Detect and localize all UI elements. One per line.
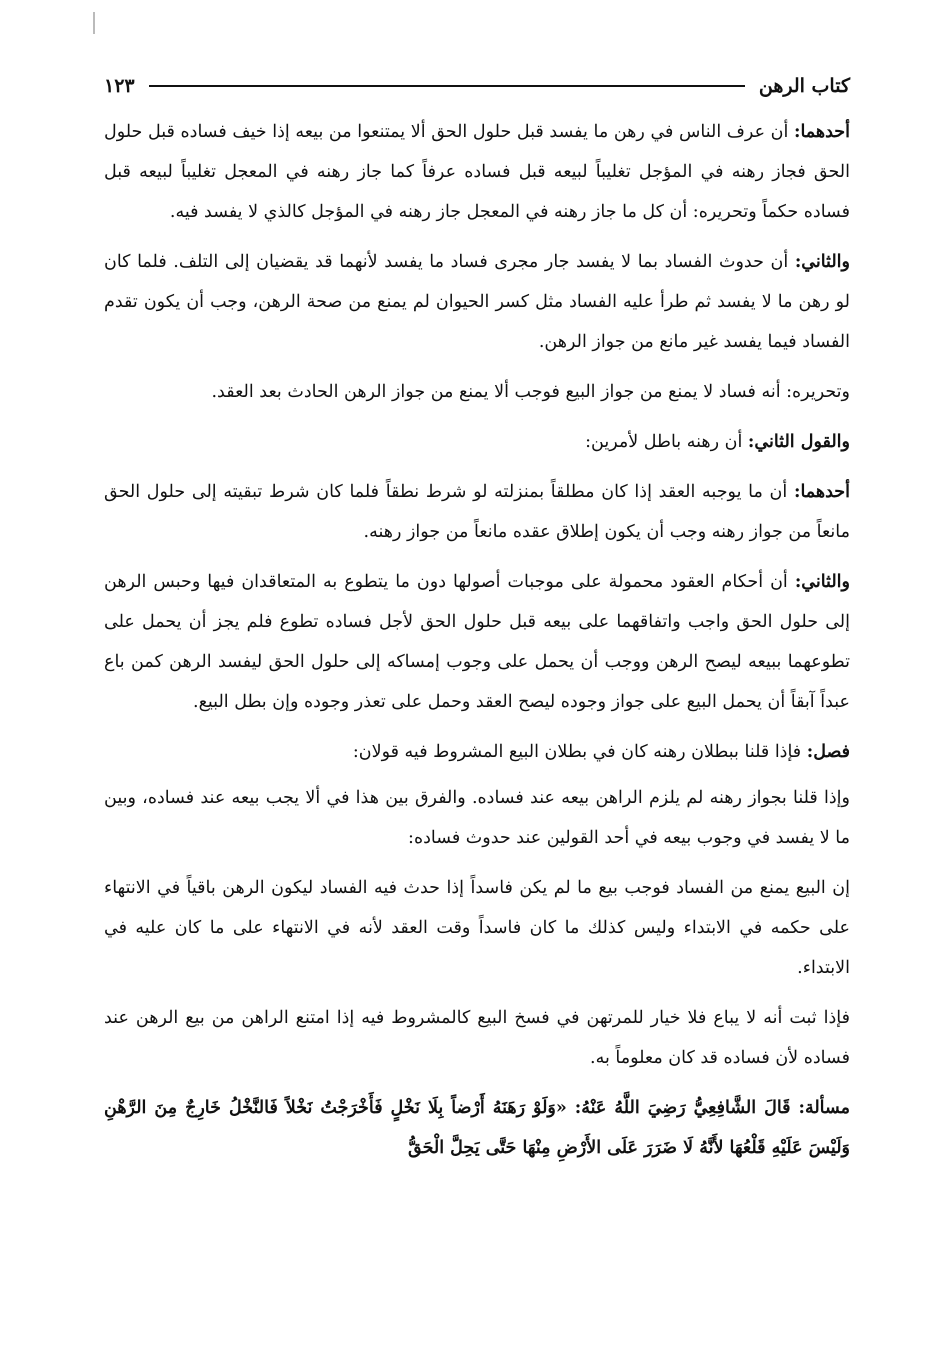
body-text [104,112,850,1178]
paragraph-lead: فصل: [806,742,850,762]
chapter-title: كتاب الرهن [758,75,850,97]
paragraph-text: وتحريره: أنه فساد لا يمنع من جواز البيع فوجب ألا يمنع من جواز الرهن الحادث بعد العقد. [211,382,850,402]
paragraph-lead: مسألة: قَالَ الشَّافِعِيُّ [693,1098,850,1118]
quoted-text: رَضِيَ اللَّهُ عَنْهُ: «وَلَوْ رَهَنَهُ أَرْضاً بِلَا نَخْلٍ فَأَخْرَجْتُ نَخْلاً فَالنَّخْلُ خَارِجٌ مِنَ الرَّهْنِ وَلَيْسَ عَلَيْهِ قَلْعُهَا لأَنَّهُ لَا ضَرَرَ عَلَى الأَرْضِ مِنْهَا حَتَّى يَحِلَّ الْحَقُّ [104,1098,850,1158]
paragraph-text: فإذا ثبت أنه لا يباع فلا خيار للمرتهن في فسخ البيع كالمشروط فيه إذا امتنع الراهن من بيع الرهن عند فساده لأن فساده قد كان معلوماً به. [104,1008,850,1068]
scan-mark [93,12,95,34]
paragraph [104,422,850,462]
paragraph-lead: والثاني: [794,252,850,272]
paragraph-text: إن البيع يمنع من الفساد فوجب بيع ما لم يكن فاسداً إذا حدث فيه الفساد ليكون الرهن باقياً في الانتهاء على حكمه في الابتداء وليس كذلك ما كان فاسداً وقت العقد لأنه في الانتهاء على ما كان عليه في الابتداء. [104,878,850,978]
header-rule [149,85,745,87]
paragraph [104,1088,850,1168]
page-number: ١٢٣ [104,75,135,97]
paragraph-lead: والثاني: [794,572,850,592]
paragraph [104,732,850,772]
paragraph [104,778,850,858]
paragraph-text: أن أحكام العقود محمولة على موجبات أصولها دون ما يتطوع به المتعاقدان فيها وحبس الرهن إلى حلول الحق واجب واتفاقهما على بيعه قبل حلول الحق لأجل فساده تطوع فلم يجز أن يحمل على تطوعهما ببيعه ليصح الرهن ووجب أن يحمل على وجوب إمساكه إلى حلول الحق ليفسد الرهن كمن باع عبداً آبقاً أن يحمل البيع على جواز وجوده ليصح العقد وحمل على تعذر وجوده وإن بطل البيع. [104,572,850,712]
paragraph-lead: أحدهما: [793,482,850,502]
paragraph-text: فإذا قلنا ببطلان رهنه كان في بطلان البيع المشروط فيه قولان: [352,742,807,762]
paragraph-text: أن حدوث الفساد بما لا يفسد جار مجرى فساد ما يفسد لأنهما قد يقضيان إلى التلف. فلما كان لو رهن ما لا يفسد ثم طرأ عليه الفساد مثل كسر الحيوان لم يمنع من صحة الرهن، وجب أن يكون تقدم الفساد فيما يفسد غير مانع من جواز الرهن. [104,252,850,352]
paragraph-text: وإذا قلنا بجواز رهنه لم يلزم الراهن بيعه عند فساده. والفرق بين هذا في ألا يجب بيعه عند فساده، وبين ما لا يفسد في وجوب بيعه في أحد القولين عند حدوث فساده: [104,788,850,848]
paragraph [104,998,850,1078]
paragraph-text: أن ما يوجبه العقد إذا كان مطلقاً بمنزلته لو شرط نطقاً فلما كان شرط تبقيته إلى حلول الحق مانعاً من جواز رهنه وجب أن يكون إطلاق عقده مانعاً من جواز رهنه. [104,482,850,542]
paragraph [104,472,850,552]
paragraph-lead: أحدهما: [793,122,850,142]
paragraph-lead: والقول الثاني: [747,432,850,452]
paragraph-text: أن عرف الناس في رهن ما يفسد قبل حلول الحق ألا يمتنعوا من بيعه إذا خيف فساده قبل حلول الحق فجاز رهنه في المؤجل تغليباً لبيعه قبل فساده عرفاً كما جاز رهنه في المعجل تغليباً لبيعه قبل فساده حكماً وتحريره: أن كل ما جاز رهنه في المعجل جاز رهنه في المؤجل كالذي لا يفسد فيه. [104,122,850,222]
paragraph [104,868,850,988]
page-header [104,70,850,102]
paragraph [104,112,850,232]
paragraph-text: أن رهنه باطل لأمرين: [585,432,748,452]
paragraph [104,242,850,362]
paragraph [104,562,850,722]
paragraph [104,372,850,412]
